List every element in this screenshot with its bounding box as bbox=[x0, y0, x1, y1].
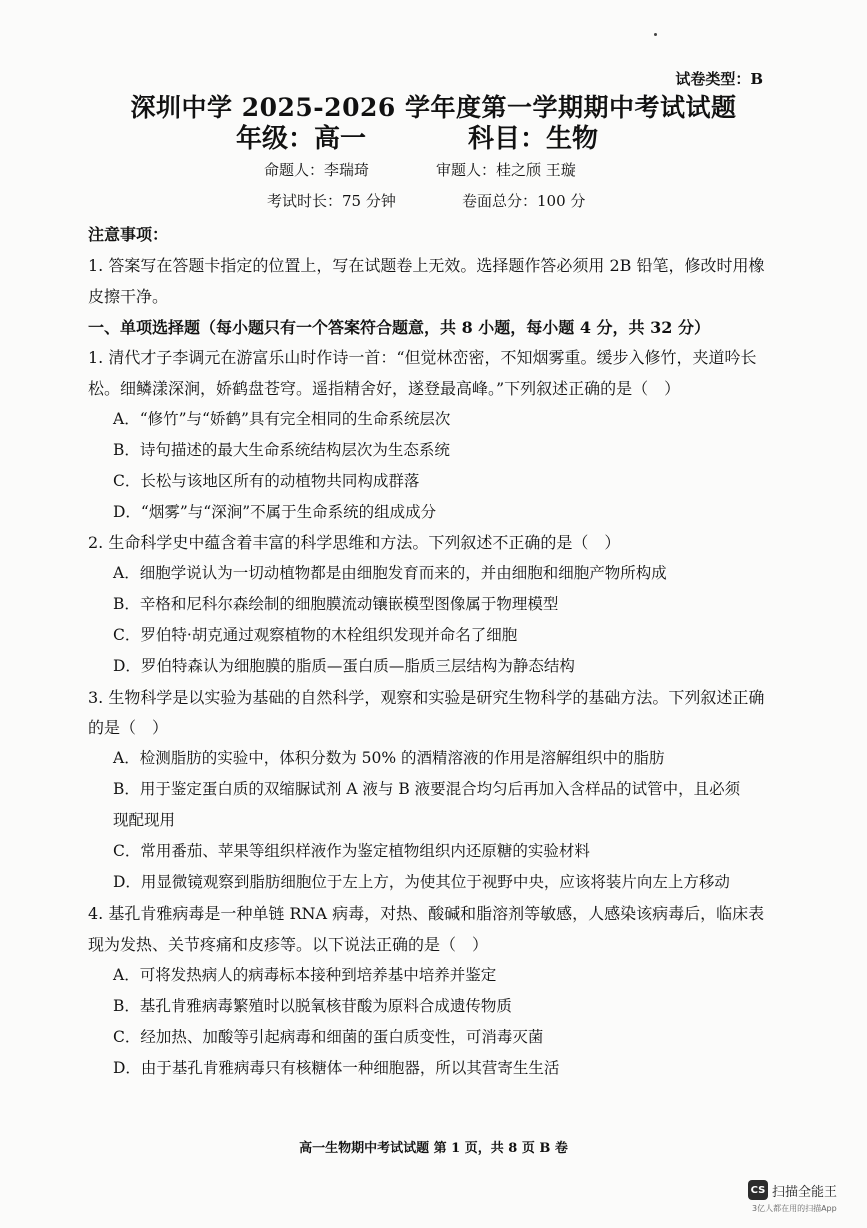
question-3-option-a: A．检测脂肪的实验中，体积分数为 50% 的酒精溶液的作用是溶解组织中的脂肪 bbox=[113, 749, 665, 767]
reviewer-info: 审题人：桂之颀 王璇 bbox=[436, 161, 576, 179]
question-2-option-d: D．罗伯特森认为细胞膜的脂质—蛋白质—脂质三层结构为静态结构 bbox=[113, 657, 575, 675]
scan-speck bbox=[654, 33, 657, 36]
notice-line: 1. 答案写在答题卡指定的位置上，写在试题卷上无效。选择题作答必须用 2B 铅笔，修改时用橡 bbox=[88, 256, 765, 275]
question-3-option-b: B．用于鉴定蛋白质的双缩脲试剂 A 液与 B 液要混合均匀后再加入含样品的试管中，且必须 bbox=[113, 780, 741, 798]
question-4-option-b: B．基孔肯雅病毒繁殖时以脱氧核苷酸为原料合成遗传物质 bbox=[113, 997, 512, 1015]
question-1-stem: 松。细鳞漾深涧，娇鹤盘苍穹。遥指精舍好，遂登最高峰。”下列叙述正确的是（ ） bbox=[88, 379, 681, 398]
subject-label: 科目：生物 bbox=[468, 124, 599, 154]
question-4-option-d: D．由于基孔肯雅病毒只有核糖体一种细胞器，所以其营寄生生活 bbox=[113, 1059, 560, 1077]
exam-duration: 考试时长：75 分钟 bbox=[267, 192, 396, 210]
exam-title: 深圳中学 2025-2026 学年度第一学期期中考试试题 bbox=[130, 93, 737, 122]
question-3-option-c: C．常用番茄、苹果等组织样液作为鉴定植物组织内还原糖的实验材料 bbox=[113, 842, 590, 860]
setter-info: 命题人：李瑞琦 bbox=[264, 161, 370, 179]
question-3-option-d: D．用显微镜观察到脂肪细胞位于左上方，为使其位于视野中央，应该将装片向左上方移动 bbox=[113, 873, 730, 891]
watermark-text: 扫描全能王 bbox=[772, 1184, 838, 1200]
question-1-option-d: D．“烟雾”与“深涧”不属于生命系统的组成成分 bbox=[113, 503, 437, 521]
paper-type: 试卷类型：B bbox=[675, 70, 763, 88]
scanner-watermark bbox=[748, 1180, 837, 1200]
notice-line: 皮擦干净。 bbox=[88, 287, 169, 306]
question-2-option-b: B．辛格和尼科尔森绘制的细胞膜流动镶嵌模型图像属于物理模型 bbox=[113, 595, 559, 613]
grade-label: 年级：高一 bbox=[236, 124, 367, 154]
watermark-subtext: 3亿人都在用的扫描App bbox=[752, 1204, 837, 1213]
question-4-option-c: C．经加热、加酸等引起病毒和细菌的蛋白质变性，可消毒灭菌 bbox=[113, 1028, 544, 1046]
question-4-stem: 4. 基孔肯雅病毒是一种单链 RNA 病毒，对热、酸碱和脂溶剂等敏感，人感染该病毒后，临床表 bbox=[88, 904, 765, 923]
question-3-stem: 3. 生物科学是以实验为基础的自然科学，观察和实验是研究生物科学的基础方法。下列叙述正确 bbox=[88, 688, 765, 707]
page-footer: 高一生物期中考试试题 第 1 页，共 8 页 B 卷 bbox=[299, 1141, 568, 1156]
question-1-option-c: C．长松与该地区所有的动植物共同构成群落 bbox=[113, 472, 420, 490]
question-1-option-a: A．“修竹”与“娇鹤”具有完全相同的生命系统层次 bbox=[113, 410, 451, 428]
question-2-option-a: A．细胞学说认为一切动植物都是由细胞发育而来的，并由细胞和细胞产物所构成 bbox=[113, 564, 667, 582]
question-2-stem: 2. 生命科学史中蕴含着丰富的科学思维和方法。下列叙述不正确的是（ ） bbox=[88, 533, 621, 552]
notice-title: 注意事项： bbox=[88, 225, 169, 244]
question-4-option-a: A．可将发热病人的病毒标本接种到培养基中培养并鉴定 bbox=[113, 966, 497, 984]
question-1-option-b: B．诗句描述的最大生命系统结构层次为生态系统 bbox=[113, 441, 450, 459]
question-3-option-b-cont: 现配现用 bbox=[113, 811, 176, 829]
camscanner-logo-icon: CS bbox=[748, 1180, 768, 1200]
section-heading: 一、单项选择题（每小题只有一个答案符合题意，共 8 小题，每小题 4 分，共 32 分） bbox=[88, 318, 710, 337]
question-1-stem: 1. 清代才子李调元在游富乐山时作诗一首：“但觉林峦密，不知烟雾重。缓步入修竹，夹道吟长 bbox=[88, 348, 757, 367]
total-score: 卷面总分：100 分 bbox=[462, 192, 586, 210]
question-2-option-c: C．罗伯特·胡克通过观察植物的木栓组织发现并命名了细胞 bbox=[113, 626, 518, 644]
question-4-stem: 现为发热、关节疼痛和皮疹等。以下说法正确的是（ ） bbox=[88, 935, 489, 954]
question-3-stem: 的是（ ） bbox=[88, 718, 169, 737]
